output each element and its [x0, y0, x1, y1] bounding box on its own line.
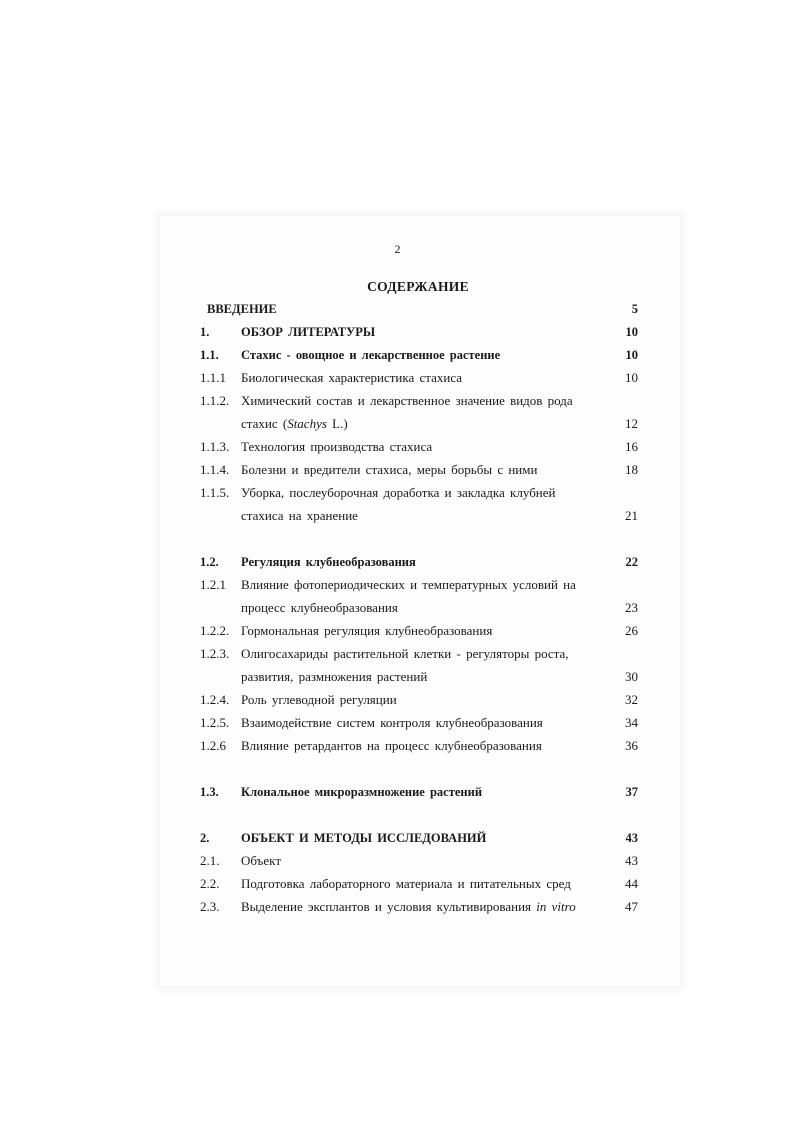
- toc-entry-text: Клональное микроразмножение растений: [241, 785, 483, 799]
- latin-term: in vitro: [536, 899, 576, 914]
- toc-entry: [0, 460, 795, 480]
- toc-entry-text: ОБЗОР ЛИТЕРАТУРЫ: [241, 325, 376, 339]
- toc-entry-page: 47: [625, 899, 638, 914]
- toc-entry-number: 1.2.4.: [200, 692, 230, 707]
- toc-entry-text: Влияние фотопериодических и температурных условий на: [241, 577, 576, 592]
- toc-entry: [0, 322, 795, 342]
- latin-genus-name: Stachys: [287, 416, 327, 431]
- toc-entry-number: 1.2.5.: [200, 715, 230, 730]
- toc-entry-number: 1.3.: [200, 785, 219, 799]
- toc-entry-text: стахиса на хранение: [241, 508, 358, 523]
- toc-entry-page: 26: [625, 623, 638, 638]
- toc-entry: [0, 345, 795, 365]
- toc-entry-text: развития, размножения растений: [241, 669, 428, 684]
- toc-entry-number: 1.2.: [200, 555, 219, 569]
- toc-entry: [0, 897, 795, 917]
- toc-entry-page: 23: [625, 600, 638, 615]
- toc-entry-page: 10: [625, 348, 638, 362]
- toc-entry: [0, 851, 795, 871]
- toc-entry-page: 37: [625, 785, 638, 799]
- toc-entry: [0, 782, 795, 802]
- toc-entry-number: 1.2.3.: [200, 646, 230, 661]
- toc-entry-page: 18: [625, 462, 638, 477]
- toc-entry: [0, 736, 795, 756]
- toc-entry-number: 1.2.1: [200, 577, 226, 592]
- toc-entry-number: 2.1.: [200, 853, 220, 868]
- toc-entry-text: Выделение эксплантов и условия культивирования in vitro: [241, 899, 576, 914]
- toc-entry-number: 2.2.: [200, 876, 220, 891]
- toc-entry-number: 1.2.6: [200, 738, 226, 753]
- toc-entry-text: Уборка, послеуборочная доработка и закладка клубней: [241, 485, 556, 500]
- toc-entry-page: 5: [631, 302, 638, 316]
- toc-entry: [0, 713, 795, 733]
- toc-entry-page: 32: [625, 692, 638, 707]
- toc-entry: [0, 483, 795, 503]
- toc-entry-page: 12: [625, 416, 638, 431]
- toc-entry-number: 1.1.: [200, 348, 219, 362]
- toc-entry: [0, 690, 795, 710]
- toc-entry: [0, 644, 795, 664]
- toc-entry-page: 16: [625, 439, 638, 454]
- toc-entry-page: 21: [625, 508, 638, 523]
- toc-entry-number: 1.1.5.: [200, 485, 230, 500]
- toc-entry-number: 1.1.2.: [200, 393, 230, 408]
- toc-entry-number: 1.1.1: [200, 370, 226, 385]
- page-number: 2: [394, 242, 401, 256]
- toc-entry-text: ВВЕДЕНИЕ: [207, 302, 277, 316]
- toc-entry-text: Подготовка лабораторного материала и питательных сред: [241, 876, 571, 891]
- toc-entry-number: 1.2.2.: [200, 623, 230, 638]
- toc-entry-text: Взаимодействие систем контроля клубнеобразования: [241, 715, 543, 730]
- toc-entry: [0, 368, 795, 388]
- toc-entry-continuation: [0, 598, 795, 618]
- toc-entry-text: Регуляция клубнеобразования: [241, 555, 416, 569]
- toc-entry: [0, 391, 795, 411]
- toc-entry-continuation: [0, 414, 795, 434]
- toc-entry-text: Влияние ретардантов на процесс клубнеобразования: [241, 738, 542, 753]
- toc-entry: [0, 828, 795, 848]
- toc-entry-continuation: [0, 667, 795, 687]
- toc-entry: [0, 437, 795, 457]
- toc-entry: [0, 552, 795, 572]
- toc-entry-number: 1.1.4.: [200, 462, 230, 477]
- toc-entry-text: Химический состав и лекарственное значение видов рода: [241, 393, 573, 408]
- toc-entry-page: 44: [625, 876, 638, 891]
- toc-entry-text: ОБЪЕКТ И МЕТОДЫ ИССЛЕДОВАНИЙ: [241, 831, 487, 845]
- toc-entry-text: Олигосахариды растительной клетки - регуляторы роста,: [241, 646, 569, 661]
- toc-entry-page: 43: [625, 853, 638, 868]
- toc-entry-text: Технология производства стахиса: [241, 439, 433, 454]
- toc-entry-text: Болезни и вредители стахиса, меры борьбы с ними: [241, 462, 538, 477]
- toc-entry-number: 1.1.3.: [200, 439, 230, 454]
- toc-entry-page: 34: [625, 715, 638, 730]
- toc-entry-page: 22: [625, 555, 638, 569]
- toc-entry-number: 2.3.: [200, 899, 220, 914]
- toc-entry-page: 30: [625, 669, 638, 684]
- toc-entry-page: 10: [625, 370, 638, 385]
- toc-entry-text: стахис (Stachys L.): [241, 416, 348, 431]
- toc-entry-continuation: [0, 506, 795, 526]
- toc-entry-number: 2.: [200, 831, 210, 845]
- toc-entry-text: процесс клубнеобразования: [241, 600, 398, 615]
- toc-entry-text: Объект: [241, 853, 281, 868]
- toc-entry-number: 1.: [200, 325, 210, 339]
- toc-entry: [0, 621, 795, 641]
- toc-entry-intro: [0, 299, 795, 319]
- toc-entry-text: Гормональная регуляция клубнеобразования: [241, 623, 493, 638]
- toc-title: СОДЕРЖАНИЕ: [367, 279, 469, 294]
- toc-entry-page: 43: [625, 831, 638, 845]
- toc-entry-text: Биологическая характеристика стахиса: [241, 370, 463, 385]
- toc-entry: [0, 575, 795, 595]
- toc-entry-page: 10: [625, 325, 638, 339]
- toc-entry-page: 36: [625, 738, 638, 753]
- toc-entry-text: Роль углеводной регуляции: [241, 692, 397, 707]
- toc-entry-text: Стахис - овощное и лекарственное растение: [241, 348, 501, 362]
- toc-entry: [0, 874, 795, 894]
